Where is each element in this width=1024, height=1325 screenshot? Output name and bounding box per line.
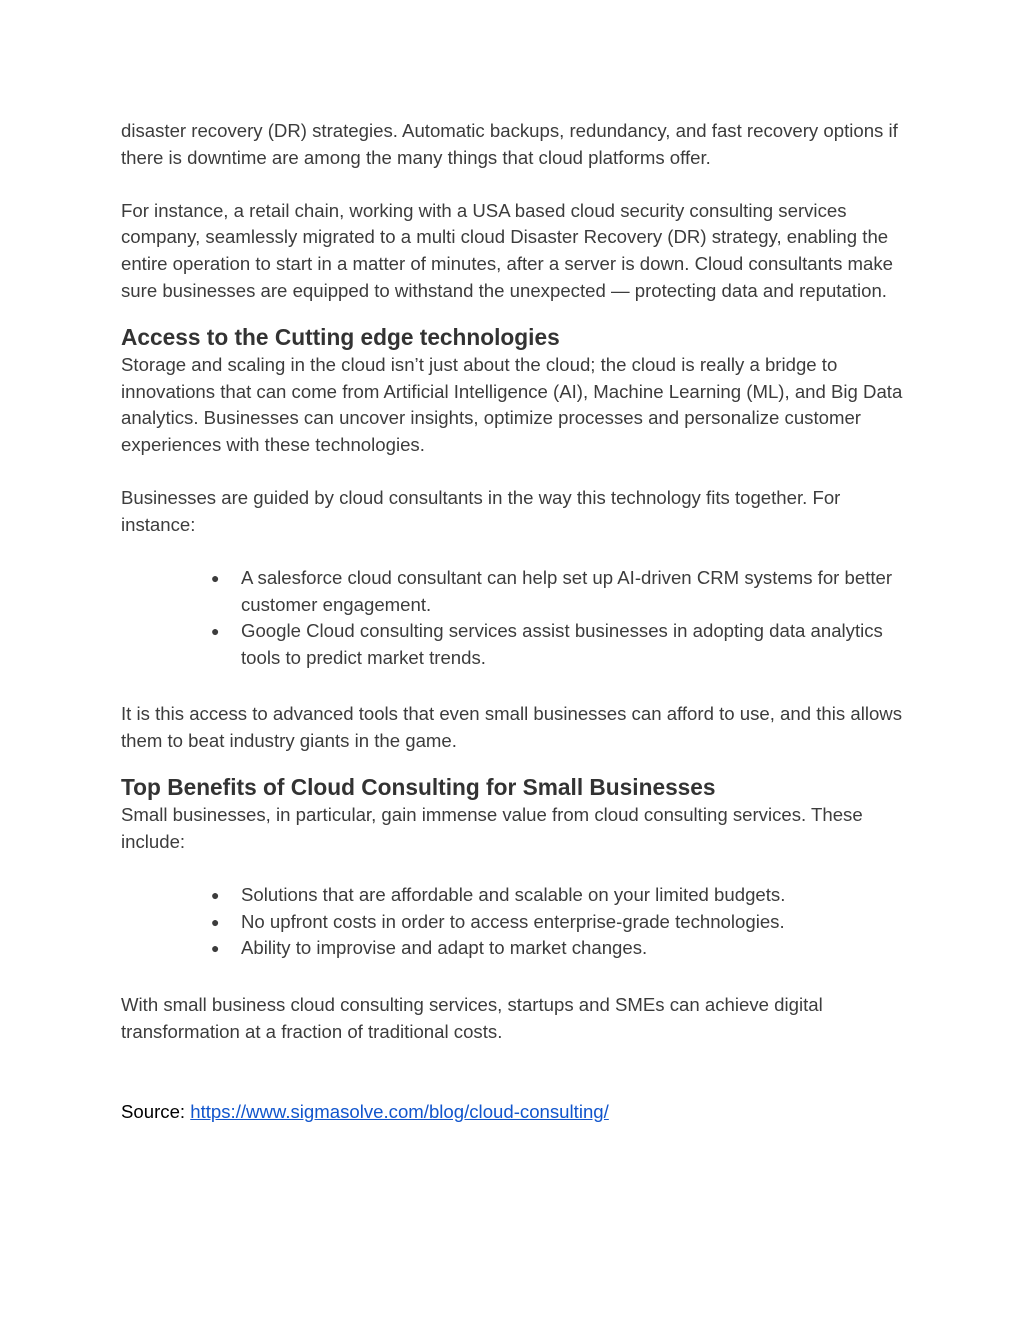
source-link[interactable]: https://www.sigmasolve.com/blog/cloud-consulting/ [190, 1101, 609, 1123]
list-item-text: Solutions that are affordable and scalable on your limited budgets. [241, 884, 786, 906]
list-item-text: A salesforce cloud consultant can help set up AI-driven CRM systems for better customer engagement. [241, 566, 893, 615]
bullet-list-benefits [121, 882, 911, 962]
paragraph-guided-by-consultants: Businesses are guided by cloud consultants in the way this technology fits together. For instance: [121, 487, 841, 535]
source-line [121, 1099, 911, 1126]
paragraph-dr-intro: disaster recovery (DR) strategies. Automatic backups, redundancy, and fast recovery options if there is downtime are among the many things that cloud platforms offer. [121, 120, 898, 168]
list-item-text: No upfront costs in order to access enterprise-grade technologies. [241, 910, 785, 932]
document-page [121, 118, 911, 1126]
list-item [211, 565, 911, 618]
bullet-icon: ● [211, 569, 220, 586]
list-item [211, 618, 911, 671]
bullet-icon: ● [211, 913, 220, 930]
paragraph-advanced-tools: It is this access to advanced tools that even small businesses can afford to use, and this allows them to beat industry giants in the game. [121, 703, 903, 751]
bullet-icon: ● [211, 623, 220, 640]
list-item-text: Ability to improvise and adapt to market changes. [241, 937, 648, 959]
bullet-icon: ● [211, 940, 220, 957]
list-item [211, 935, 911, 962]
heading-top-benefits: Top Benefits of Cloud Consulting for Small Businesses [121, 774, 716, 801]
source-label: Source: [121, 1101, 191, 1123]
list-item-text: Google Cloud consulting services assist businesses in adopting data analytics tools to predict market trends. [241, 620, 883, 668]
list-item [211, 882, 911, 909]
paragraph-retail-example: For instance, a retail chain, working with a USA based cloud security consulting services company, seamlessly migrated to a multi cloud Disaster Recovery (DR) strategy, enabling the entire operation to start in a matter of minutes, after a server is down. Cloud consultants make sure businesses are equipped to withstand the unexpected — protecting data and reputation. [121, 199, 894, 301]
bullet-list-technology [121, 565, 911, 671]
bullet-icon: ● [211, 887, 220, 904]
paragraph-storage-scaling: Storage and scaling in the cloud isn’t just about the cloud; the cloud is really a bridge to innovations that can come from Artificial Intelligence (AI), Machine Learning (ML), and Big Data analytics. Businesses can uncover insights, optimize processes and personalize customer experiences with these technologies. [121, 354, 903, 455]
paragraph-digital-transformation: With small business cloud consulting services, startups and SMEs can achieve digital transformation at a fraction of traditional costs. [121, 994, 823, 1042]
paragraph-small-business-value: Small businesses, in particular, gain immense value from cloud consulting services. These include: [121, 804, 863, 853]
heading-cutting-edge: Access to the Cutting edge technologies [121, 324, 560, 351]
list-item [211, 909, 911, 936]
